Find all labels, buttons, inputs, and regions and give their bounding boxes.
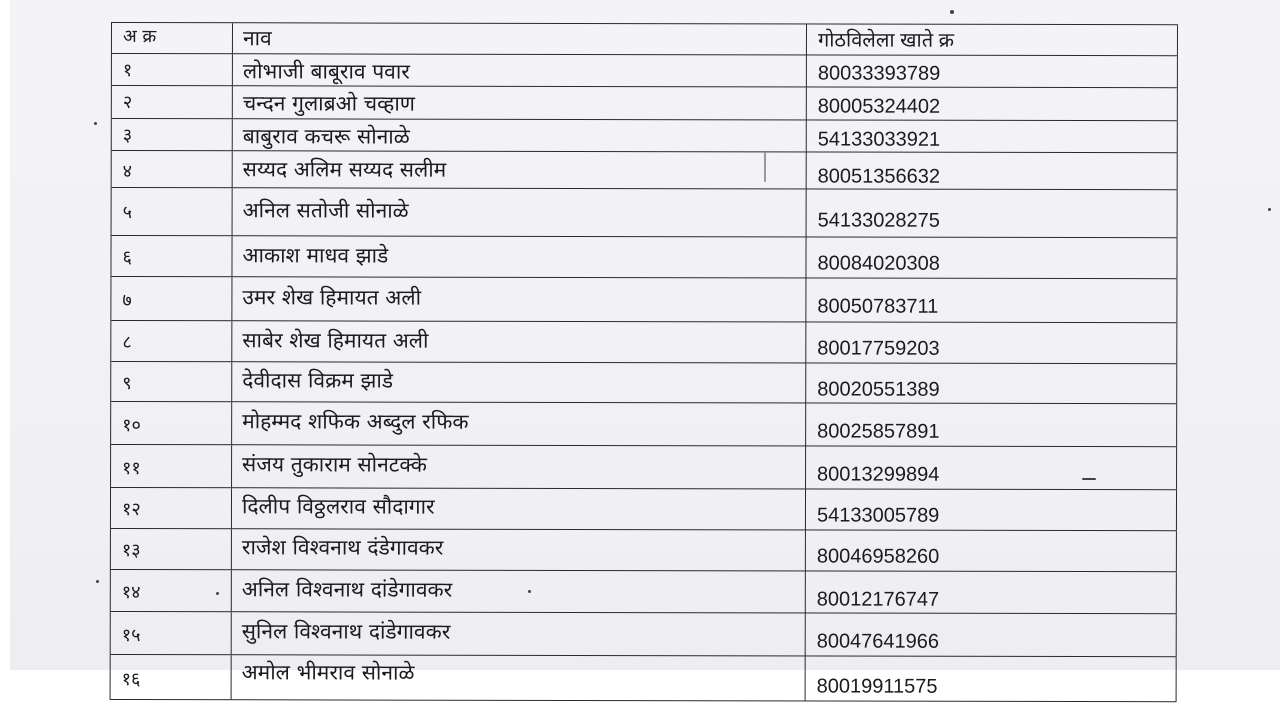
table-row (112, 54, 1178, 88)
scan-speck (528, 590, 531, 593)
account-number-cell (806, 278, 1177, 322)
name-text: देवीदास विक्रम झाडे (242, 368, 394, 393)
name-cell (232, 612, 806, 655)
name-cell (233, 151, 807, 188)
table-row (111, 445, 1177, 490)
scan-speck (96, 580, 99, 583)
name-text: अमोल भीमराव सोनाळे (241, 660, 415, 685)
account-number-text: 80046958260 (816, 545, 940, 568)
name-cell (232, 488, 806, 529)
name-text: सुनिल विश्वनाथ दांडेगावकर (241, 619, 451, 644)
account-number-cell (807, 120, 1178, 152)
account-number-cell (806, 237, 1177, 278)
name-text: मोहम्मद शफिक अब्दुल रफिक (242, 409, 469, 434)
scan-speck (1268, 208, 1271, 211)
serial-text: ३ (122, 125, 133, 147)
serial-cell (111, 362, 232, 401)
table-row (111, 488, 1177, 531)
serial-cell (112, 188, 233, 235)
name-text: उमर शेख हिमायत अली (242, 285, 422, 310)
serial-cell (111, 612, 232, 654)
table-row (111, 321, 1177, 364)
serial-text: १४ (121, 582, 141, 604)
name-cell (232, 529, 806, 570)
table-row (111, 529, 1177, 572)
serial-cell (111, 321, 232, 361)
scan-speck (216, 592, 219, 595)
name-text: सय्यद अलिम सय्यद सलीम (242, 157, 447, 182)
account-number-cell (806, 363, 1177, 403)
account-number-text: 54133033921 (817, 128, 941, 151)
account-number-cell (806, 571, 1177, 613)
name-text: अनिल विश्वनाथ दांडेगावकर (241, 577, 453, 602)
name-cell (232, 402, 806, 445)
table-row (112, 119, 1178, 153)
account-number-text: 80084020308 (817, 252, 940, 275)
account-number-text: 80013299894 (817, 463, 940, 486)
account-number-cell (806, 613, 1177, 656)
name-cell (232, 362, 806, 402)
account-number-cell (806, 489, 1177, 530)
frozen-accounts-table (110, 22, 1178, 702)
table-row (111, 402, 1177, 447)
table-row (111, 362, 1177, 404)
account-number-cell (806, 530, 1177, 571)
serial-text: १३ (121, 540, 141, 562)
serial-text: १२ (121, 499, 141, 521)
table-row (112, 188, 1178, 238)
serial-text: १६ (121, 669, 141, 691)
name-cell (232, 236, 806, 277)
serial-cell (111, 488, 232, 528)
serial-cell (111, 655, 232, 699)
name-text: साबेर शेख हिमायत अली (242, 328, 429, 353)
account-number-cell (806, 322, 1177, 363)
name-cell (232, 321, 806, 362)
name-text: राजेश विश्वनाथ दंडेगावकर (241, 535, 444, 560)
name-text: अनिल सतोजी सोनाळे (242, 198, 409, 223)
name-text: संजय तुकाराम सोनटक्के (242, 452, 427, 477)
account-number-cell (807, 87, 1178, 120)
account-number-text: 80051356632 (817, 165, 941, 188)
serial-cell (111, 236, 232, 276)
serial-text: १ (122, 60, 133, 82)
name-cell (233, 86, 807, 119)
serial-cell (111, 570, 232, 611)
serial-text: ८ (122, 332, 132, 354)
serial-text: ६ (122, 247, 132, 269)
scanned-document (10, 0, 1280, 698)
serial-cell (111, 277, 232, 320)
account-number-cell (806, 656, 1177, 701)
name-cell (232, 445, 806, 488)
table-row (111, 655, 1177, 702)
table-header-row (112, 23, 1178, 56)
header-name: नाव (233, 23, 807, 54)
account-number-cell (806, 403, 1177, 446)
serial-text: ११ (122, 458, 141, 480)
name-text: आकाश माधव झाडे (242, 243, 389, 268)
table-row (112, 86, 1178, 121)
name-cell (232, 655, 806, 700)
name-text: दिलीप विठ्ठलराव सौदागार (241, 494, 435, 519)
account-number-text: 80019911575 (816, 675, 938, 698)
serial-cell (111, 402, 232, 444)
serial-text: ७ (122, 290, 132, 312)
serial-cell (111, 529, 232, 569)
account-number-text: 80050783711 (817, 295, 939, 318)
serial-cell (112, 54, 233, 85)
serial-text: ९ (122, 373, 132, 395)
account-number-text: 80047641966 (816, 630, 940, 653)
serial-text: ५ (122, 202, 132, 224)
account-number-cell (807, 189, 1178, 237)
table-row (111, 277, 1177, 323)
scan-speck (1082, 478, 1096, 480)
account-number-text: 54133028275 (817, 209, 940, 232)
serial-cell (112, 86, 233, 118)
table-body (111, 54, 1178, 702)
name-text: बाबुराव कचरू सोनाळे (242, 124, 410, 149)
account-number-text: 80017759203 (817, 337, 940, 360)
serial-text: १५ (121, 625, 141, 647)
name-cell (233, 188, 807, 236)
serial-cell (111, 445, 232, 487)
name-cell (233, 54, 807, 86)
account-number-text: 54133005789 (816, 504, 940, 527)
serial-cell (112, 119, 233, 150)
serial-text: ४ (122, 161, 133, 183)
serial-text: २ (122, 92, 133, 114)
name-text: चन्दन गुलाब्रओ चव्हाण (242, 91, 415, 116)
account-number-cell (807, 152, 1178, 189)
table-row (111, 570, 1177, 614)
name-cell (233, 119, 807, 151)
name-text: लोभाजी बाबूराव पवार (242, 59, 410, 84)
header-account: गोठविलेला खाते क्र (807, 24, 1178, 55)
table-row (112, 151, 1178, 190)
name-cell (232, 570, 806, 612)
table-row (111, 612, 1177, 657)
account-number-text: 80005324402 (817, 95, 941, 118)
account-number-text: 80025857891 (817, 420, 940, 443)
account-number-text: 80020551389 (817, 378, 940, 401)
scan-speck (950, 10, 954, 14)
scan-speck (94, 122, 97, 125)
account-number-text: 80033393789 (817, 62, 941, 85)
account-number-text: 80012176747 (816, 588, 940, 611)
serial-text: १० (122, 415, 141, 437)
name-cell (232, 277, 806, 321)
account-number-cell (807, 55, 1178, 87)
table-row (111, 236, 1177, 279)
header-serial: अ क्र (112, 23, 233, 53)
scan-speck (764, 152, 766, 182)
account-number-cell (806, 446, 1177, 489)
serial-cell (112, 151, 233, 187)
